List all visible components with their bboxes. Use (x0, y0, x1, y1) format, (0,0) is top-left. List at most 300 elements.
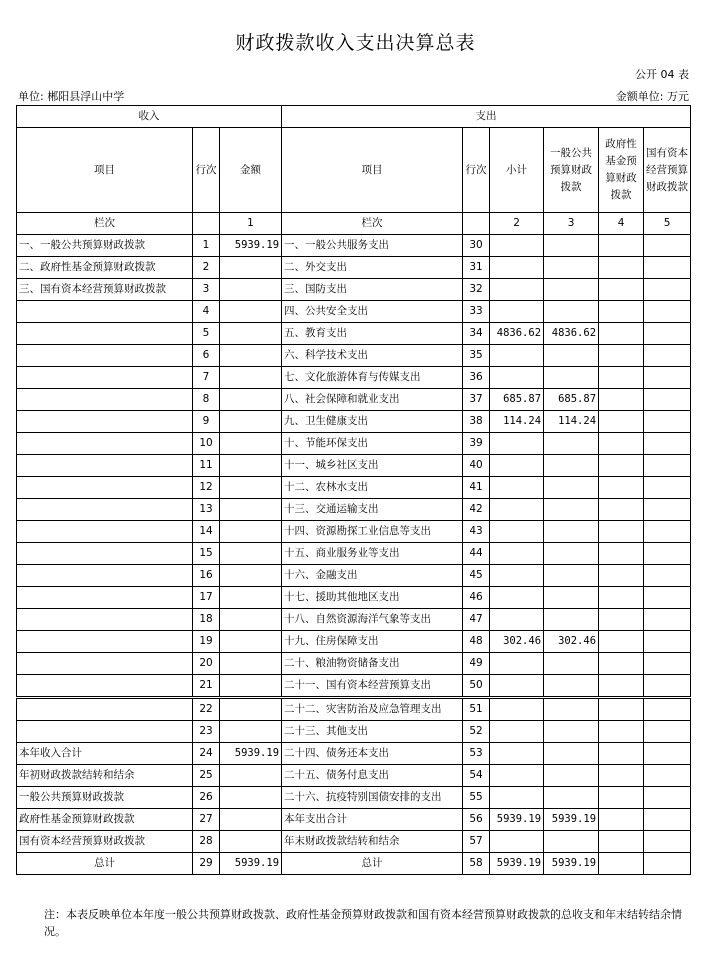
income-item: 国有资本经营预算财政拨款 (17, 831, 193, 853)
income-amount (220, 587, 282, 609)
expense-item: 七、文化旅游体育与传媒支出 (282, 367, 463, 389)
income-row-no: 4 (193, 301, 220, 323)
subtotal-amount: 5939.19 (490, 853, 544, 875)
income-row-no-header: 行次 (193, 128, 220, 213)
income-row-no: 12 (193, 477, 220, 499)
income-amount (220, 721, 282, 743)
table-row (17, 743, 691, 765)
income-amount (220, 499, 282, 521)
income-item-header: 项目 (17, 128, 193, 213)
col-blank (463, 213, 490, 235)
table-row (17, 521, 691, 543)
expense-row-no: 57 (463, 831, 490, 853)
state-capital-amount (644, 301, 691, 323)
income-amount (220, 477, 282, 499)
income-amount (220, 653, 282, 675)
general-budget-amount (544, 301, 599, 323)
expense-item: 十二、农林水支出 (282, 477, 463, 499)
expense-item: 十、节能环保支出 (282, 433, 463, 455)
expense-item: 二、外交支出 (282, 257, 463, 279)
subtotal-amount (490, 765, 544, 787)
expense-row-no: 58 (463, 853, 490, 875)
general-budget-amount: 685.87 (544, 389, 599, 411)
income-row-no: 19 (193, 631, 220, 653)
expense-item: 二十一、国有资本经营预算支出 (282, 675, 463, 698)
general-budget-amount: 302.46 (544, 631, 599, 653)
subtotal-amount (490, 587, 544, 609)
general-budget-amount (544, 787, 599, 809)
income-amount (220, 521, 282, 543)
income-amount (220, 675, 282, 698)
income-row-no: 8 (193, 389, 220, 411)
state-capital-amount (644, 675, 691, 698)
general-budget-header: 一般公共预算财政拨款 (544, 128, 599, 213)
table-row (17, 499, 691, 521)
table-row (17, 631, 691, 653)
income-row-no: 26 (193, 787, 220, 809)
state-capital-amount (644, 743, 691, 765)
gov-fund-amount (599, 257, 644, 279)
state-capital-amount (644, 257, 691, 279)
table-row (17, 411, 691, 433)
expense-item: 十三、交通运输支出 (282, 499, 463, 521)
table-row (17, 455, 691, 477)
general-budget-amount: 114.24 (544, 411, 599, 433)
gov-fund-amount (599, 831, 644, 853)
expense-item: 十六、金融支出 (282, 565, 463, 587)
income-amount: 5939.19 (220, 853, 282, 875)
gov-fund-amount (599, 323, 644, 345)
subtotal-amount: 685.87 (490, 389, 544, 411)
general-budget-amount (544, 743, 599, 765)
income-item (17, 367, 193, 389)
expense-item: 六、科学技术支出 (282, 345, 463, 367)
gov-fund-amount (599, 565, 644, 587)
income-item: 政府性基金预算财政拨款 (17, 809, 193, 831)
gov-fund-header: 政府性基金预算财政拨款 (599, 128, 644, 213)
state-capital-amount (644, 765, 691, 787)
expense-row-no-header: 行次 (463, 128, 490, 213)
gov-fund-amount (599, 809, 644, 831)
income-amount-header: 金额 (220, 128, 282, 213)
general-budget-amount (544, 521, 599, 543)
amount-unit-label: 金额单位: 万元 (615, 90, 689, 103)
expense-row-no: 52 (463, 721, 490, 743)
income-row-no: 25 (193, 765, 220, 787)
general-budget-amount (544, 675, 599, 698)
income-item (17, 433, 193, 455)
general-budget-amount (544, 565, 599, 587)
income-row-no: 3 (193, 279, 220, 301)
expense-row-no: 48 (463, 631, 490, 653)
expense-item: 十一、城乡社区支出 (282, 455, 463, 477)
state-capital-amount (644, 499, 691, 521)
general-budget-amount (544, 765, 599, 787)
subtotal-amount (490, 499, 544, 521)
general-budget-amount (544, 499, 599, 521)
general-budget-amount: 4836.62 (544, 323, 599, 345)
state-capital-amount (644, 631, 691, 653)
expense-row-no: 54 (463, 765, 490, 787)
table-row (17, 721, 691, 743)
income-item: 本年收入合计 (17, 743, 193, 765)
table-row (17, 301, 691, 323)
income-amount (220, 433, 282, 455)
income-row-no: 18 (193, 609, 220, 631)
col-number-5: 5 (644, 213, 691, 235)
general-budget-amount (544, 433, 599, 455)
income-item (17, 653, 193, 675)
income-amount: 5939.19 (220, 235, 282, 257)
subtotal-amount: 302.46 (490, 631, 544, 653)
expense-item: 一、一般公共服务支出 (282, 235, 463, 257)
expense-row-no: 47 (463, 609, 490, 631)
col-number-3: 3 (544, 213, 599, 235)
income-amount (220, 257, 282, 279)
income-amount (220, 609, 282, 631)
expense-item-header: 项目 (282, 128, 463, 213)
state-capital-amount (644, 455, 691, 477)
gov-fund-amount (599, 653, 644, 675)
expense-item: 十九、住房保障支出 (282, 631, 463, 653)
table-row (17, 345, 691, 367)
expense-item: 二十四、债务还本支出 (282, 743, 463, 765)
state-capital-amount (644, 853, 691, 875)
subtotal-amount (490, 721, 544, 743)
expense-item: 年末财政拨款结转和结余 (282, 831, 463, 853)
expense-item: 二十五、债务付息支出 (282, 765, 463, 787)
subtotal-amount (490, 301, 544, 323)
table-row (17, 323, 691, 345)
subtotal-amount (490, 477, 544, 499)
col-number-4: 4 (599, 213, 644, 235)
expense-row-no: 36 (463, 367, 490, 389)
subtotal-amount (490, 565, 544, 587)
subtotal-amount (490, 455, 544, 477)
table-row (17, 675, 691, 698)
expense-item: 八、社会保障和就业支出 (282, 389, 463, 411)
state-capital-amount (644, 721, 691, 743)
subtotal-amount (490, 345, 544, 367)
table-row (17, 235, 691, 257)
col-blank (193, 213, 220, 235)
general-budget-amount (544, 345, 599, 367)
income-row-no: 24 (193, 743, 220, 765)
page-title: 财政拨款收入支出决算总表 (235, 32, 476, 54)
expense-row-no: 42 (463, 499, 490, 521)
income-item (17, 323, 193, 345)
subtotal-amount: 4836.62 (490, 323, 544, 345)
income-item: 一、一般公共预算财政拨款 (17, 235, 193, 257)
gov-fund-amount (599, 521, 644, 543)
col-number-2: 2 (490, 213, 544, 235)
state-capital-header: 国有资本经营预算财政拨款 (644, 128, 691, 213)
state-capital-amount (644, 653, 691, 675)
income-item (17, 301, 193, 323)
income-row-no: 29 (193, 853, 220, 875)
table-row (17, 809, 691, 831)
income-row-no: 6 (193, 345, 220, 367)
income-row-no: 15 (193, 543, 220, 565)
state-capital-amount (644, 565, 691, 587)
table-row (17, 389, 691, 411)
general-budget-amount (544, 543, 599, 565)
income-amount: 5939.19 (220, 743, 282, 765)
income-item: 总计 (17, 853, 193, 875)
subtotal-amount (490, 653, 544, 675)
income-amount (220, 455, 282, 477)
table-row (17, 831, 691, 853)
state-capital-amount (644, 433, 691, 455)
table-row (17, 787, 691, 809)
income-item (17, 698, 193, 721)
income-item (17, 345, 193, 367)
income-amount (220, 698, 282, 721)
income-row-no: 7 (193, 367, 220, 389)
income-item (17, 609, 193, 631)
general-budget-amount (544, 698, 599, 721)
gov-fund-amount (599, 345, 644, 367)
expense-row-no: 44 (463, 543, 490, 565)
expense-row-no: 37 (463, 389, 490, 411)
subtotal-header: 小计 (490, 128, 544, 213)
income-item (17, 477, 193, 499)
header-row-columns (17, 128, 691, 213)
subtotal-amount (490, 698, 544, 721)
state-capital-amount (644, 609, 691, 631)
table-row (17, 565, 691, 587)
expense-item: 十五、商业服务业等支出 (282, 543, 463, 565)
income-row-no: 23 (193, 721, 220, 743)
expense-item: 十八、自然资源海洋气象等支出 (282, 609, 463, 631)
table-row (17, 367, 691, 389)
income-row-no: 13 (193, 499, 220, 521)
income-amount (220, 631, 282, 653)
expense-item: 四、公共安全支出 (282, 301, 463, 323)
general-budget-amount: 5939.19 (544, 853, 599, 875)
state-capital-amount (644, 698, 691, 721)
income-item (17, 675, 193, 698)
subtotal-amount (490, 543, 544, 565)
table-row (17, 587, 691, 609)
fiscal-summary-table (16, 105, 691, 875)
column-number-row (17, 213, 691, 235)
gov-fund-amount (599, 631, 644, 653)
general-budget-amount (544, 609, 599, 631)
income-row-no: 16 (193, 565, 220, 587)
expense-item: 十四、资源勘探工业信息等支出 (282, 521, 463, 543)
gov-fund-amount (599, 279, 644, 301)
general-budget-amount (544, 279, 599, 301)
table-row (17, 543, 691, 565)
income-item (17, 543, 193, 565)
income-amount (220, 411, 282, 433)
income-row-no: 1 (193, 235, 220, 257)
income-item: 二、政府性基金预算财政拨款 (17, 257, 193, 279)
table-row (17, 257, 691, 279)
income-item (17, 499, 193, 521)
subtotal-amount: 5939.19 (490, 809, 544, 831)
general-budget-amount (544, 235, 599, 257)
expense-row-no: 49 (463, 653, 490, 675)
expense-item: 十七、援助其他地区支出 (282, 587, 463, 609)
form-code: 公开 04 表 (635, 68, 689, 81)
gov-fund-amount (599, 433, 644, 455)
subtotal-amount (490, 235, 544, 257)
expense-item: 二十、粮油物资储备支出 (282, 653, 463, 675)
income-amount (220, 279, 282, 301)
income-row-no: 9 (193, 411, 220, 433)
income-amount (220, 323, 282, 345)
gov-fund-amount (599, 675, 644, 698)
income-item (17, 411, 193, 433)
state-capital-amount (644, 389, 691, 411)
income-amount (220, 367, 282, 389)
general-budget-amount: 5939.19 (544, 809, 599, 831)
income-header: 收入 (17, 106, 282, 128)
gov-fund-amount (599, 499, 644, 521)
table-row (17, 477, 691, 499)
income-amount (220, 787, 282, 809)
income-row-no: 11 (193, 455, 220, 477)
income-amount (220, 765, 282, 787)
gov-fund-amount (599, 543, 644, 565)
unit-label: 单位: 郴阳县浮山中学 (18, 90, 125, 103)
expense-item: 九、卫生健康支出 (282, 411, 463, 433)
subtotal-amount (490, 609, 544, 631)
income-item: 三、国有资本经营预算财政拨款 (17, 279, 193, 301)
expense-row-no: 50 (463, 675, 490, 698)
income-amount (220, 389, 282, 411)
col-label-expense: 栏次 (282, 213, 463, 235)
income-item: 一般公共预算财政拨款 (17, 787, 193, 809)
income-item (17, 455, 193, 477)
income-item (17, 631, 193, 653)
general-budget-amount (544, 257, 599, 279)
expense-row-no: 33 (463, 301, 490, 323)
income-amount (220, 543, 282, 565)
subtotal-amount (490, 743, 544, 765)
table-body (17, 235, 691, 875)
income-amount (220, 301, 282, 323)
gov-fund-amount (599, 721, 644, 743)
footnote: 注：本表反映单位本年度一般公共预算财政拨款、政府性基金预算财政拨款和国有资本经营预算财政拨款的总收支和年末结转结余情况。 (44, 908, 682, 938)
expense-item: 二十三、其他支出 (282, 721, 463, 743)
income-item: 年初财政拨款结转和结余 (17, 765, 193, 787)
state-capital-amount (644, 787, 691, 809)
expense-item: 五、教育支出 (282, 323, 463, 345)
state-capital-amount (644, 235, 691, 257)
subtotal-amount (490, 521, 544, 543)
income-amount (220, 809, 282, 831)
general-budget-amount (544, 587, 599, 609)
subtotal-amount (490, 787, 544, 809)
gov-fund-amount (599, 235, 644, 257)
gov-fund-amount (599, 587, 644, 609)
table-row (17, 765, 691, 787)
expense-row-no: 46 (463, 587, 490, 609)
col-label-income: 栏次 (17, 213, 193, 235)
expense-row-no: 35 (463, 345, 490, 367)
expense-header: 支出 (282, 106, 691, 128)
table-row (17, 609, 691, 631)
table-row (17, 653, 691, 675)
income-row-no: 20 (193, 653, 220, 675)
income-row-no: 27 (193, 809, 220, 831)
expense-item: 三、国防支出 (282, 279, 463, 301)
income-row-no: 17 (193, 587, 220, 609)
subtotal-amount (490, 831, 544, 853)
subtotal-amount (490, 367, 544, 389)
expense-row-no: 32 (463, 279, 490, 301)
expense-row-no: 56 (463, 809, 490, 831)
expense-row-no: 43 (463, 521, 490, 543)
subtotal-amount (490, 257, 544, 279)
income-row-no: 5 (193, 323, 220, 345)
expense-row-no: 40 (463, 455, 490, 477)
gov-fund-amount (599, 477, 644, 499)
expense-row-no: 51 (463, 698, 490, 721)
expense-row-no: 53 (463, 743, 490, 765)
income-item (17, 721, 193, 743)
income-row-no: 21 (193, 675, 220, 698)
gov-fund-amount (599, 853, 644, 875)
income-row-no: 22 (193, 698, 220, 721)
income-item (17, 587, 193, 609)
expense-row-no: 34 (463, 323, 490, 345)
subtotal-amount: 114.24 (490, 411, 544, 433)
income-item (17, 389, 193, 411)
subtotal-amount (490, 279, 544, 301)
income-row-no: 14 (193, 521, 220, 543)
state-capital-amount (644, 411, 691, 433)
gov-fund-amount (599, 367, 644, 389)
table-row (17, 698, 691, 721)
income-amount (220, 831, 282, 853)
gov-fund-amount (599, 743, 644, 765)
expense-item: 本年支出合计 (282, 809, 463, 831)
expense-row-no: 31 (463, 257, 490, 279)
expense-item: 二十六、抗疫特别国债安排的支出 (282, 787, 463, 809)
gov-fund-amount (599, 455, 644, 477)
expense-item: 二十二、灾害防治及应急管理支出 (282, 698, 463, 721)
expense-item: 总计 (282, 853, 463, 875)
income-item (17, 565, 193, 587)
expense-row-no: 38 (463, 411, 490, 433)
income-row-no: 2 (193, 257, 220, 279)
table-row (17, 279, 691, 301)
income-amount (220, 345, 282, 367)
col-number-1: 1 (220, 213, 282, 235)
table-row (17, 433, 691, 455)
gov-fund-amount (599, 301, 644, 323)
expense-row-no: 45 (463, 565, 490, 587)
state-capital-amount (644, 367, 691, 389)
gov-fund-amount (599, 411, 644, 433)
expense-row-no: 30 (463, 235, 490, 257)
subtotal-amount (490, 433, 544, 455)
income-row-no: 28 (193, 831, 220, 853)
subtotal-amount (490, 675, 544, 698)
state-capital-amount (644, 323, 691, 345)
state-capital-amount (644, 345, 691, 367)
general-budget-amount (544, 455, 599, 477)
income-amount (220, 565, 282, 587)
income-row-no: 10 (193, 433, 220, 455)
gov-fund-amount (599, 765, 644, 787)
state-capital-amount (644, 831, 691, 853)
state-capital-amount (644, 279, 691, 301)
